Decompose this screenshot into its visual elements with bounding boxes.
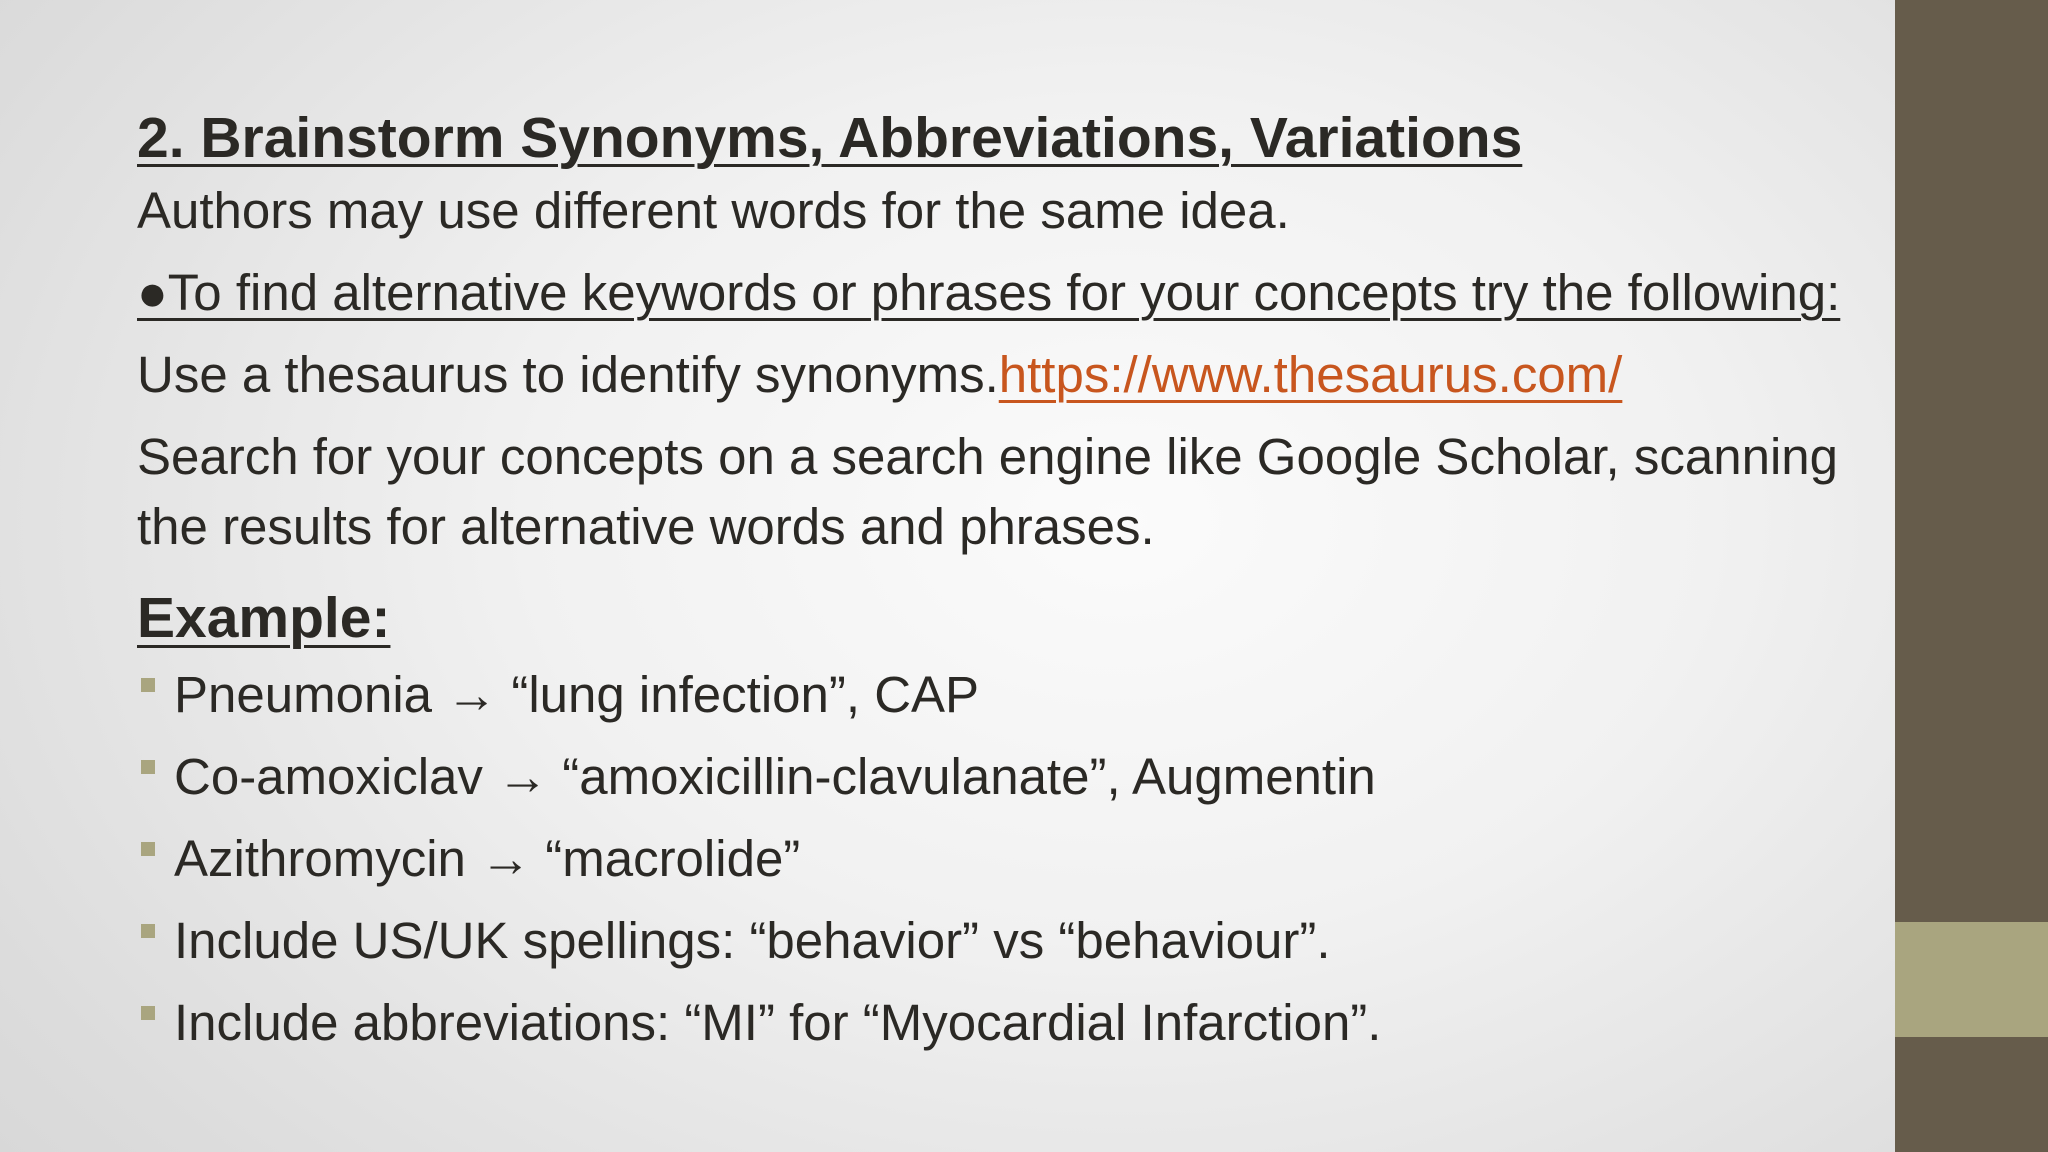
examples-list (137, 660, 1857, 1058)
square-bullet-icon (141, 1006, 155, 1020)
instruction-text: ●To find alternative keywords or phrases for your concepts try the following: (137, 264, 1841, 321)
list-item-text: Include abbreviations: “MI” for “Myocardial Infarction”. (174, 994, 1382, 1051)
list-item-text: Include US/UK spellings: “behavior” vs “behaviour”. (174, 912, 1331, 969)
square-bullet-icon (141, 842, 155, 856)
list-item-text: Pneumonia → “lung infection”, CAP (174, 666, 980, 723)
list-item (137, 742, 1857, 812)
list-item (137, 824, 1857, 894)
intro-text: Authors may use different words for the same idea. (137, 182, 1290, 239)
slide-title: 2. Brainstorm Synonyms, Abbreviations, Variations (137, 106, 1523, 170)
list-item (137, 660, 1857, 730)
square-bullet-icon (141, 678, 155, 692)
slide-content (137, 100, 1857, 1070)
example-heading: Example: (137, 586, 391, 650)
square-bullet-icon (141, 760, 155, 774)
square-bullet-icon (141, 924, 155, 938)
list-item-text: Azithromycin → “macrolide” (174, 830, 801, 887)
thesaurus-link[interactable]: https://www.thesaurus.com/ (998, 346, 1623, 403)
list-item-text: Co-amoxiclav → “amoxicillin-clavulanate”, Augmentin (174, 748, 1376, 805)
side-accent-block (1895, 922, 2048, 1037)
search-engine-text: Search for your concepts on a search engine like Google Scholar, scanning the results for alternative words and phrases. (137, 428, 1839, 555)
list-item (137, 988, 1857, 1058)
thesaurus-line (137, 340, 1857, 410)
list-item (137, 906, 1857, 976)
thesaurus-text: Use a thesaurus to identify synonyms. (137, 346, 999, 403)
